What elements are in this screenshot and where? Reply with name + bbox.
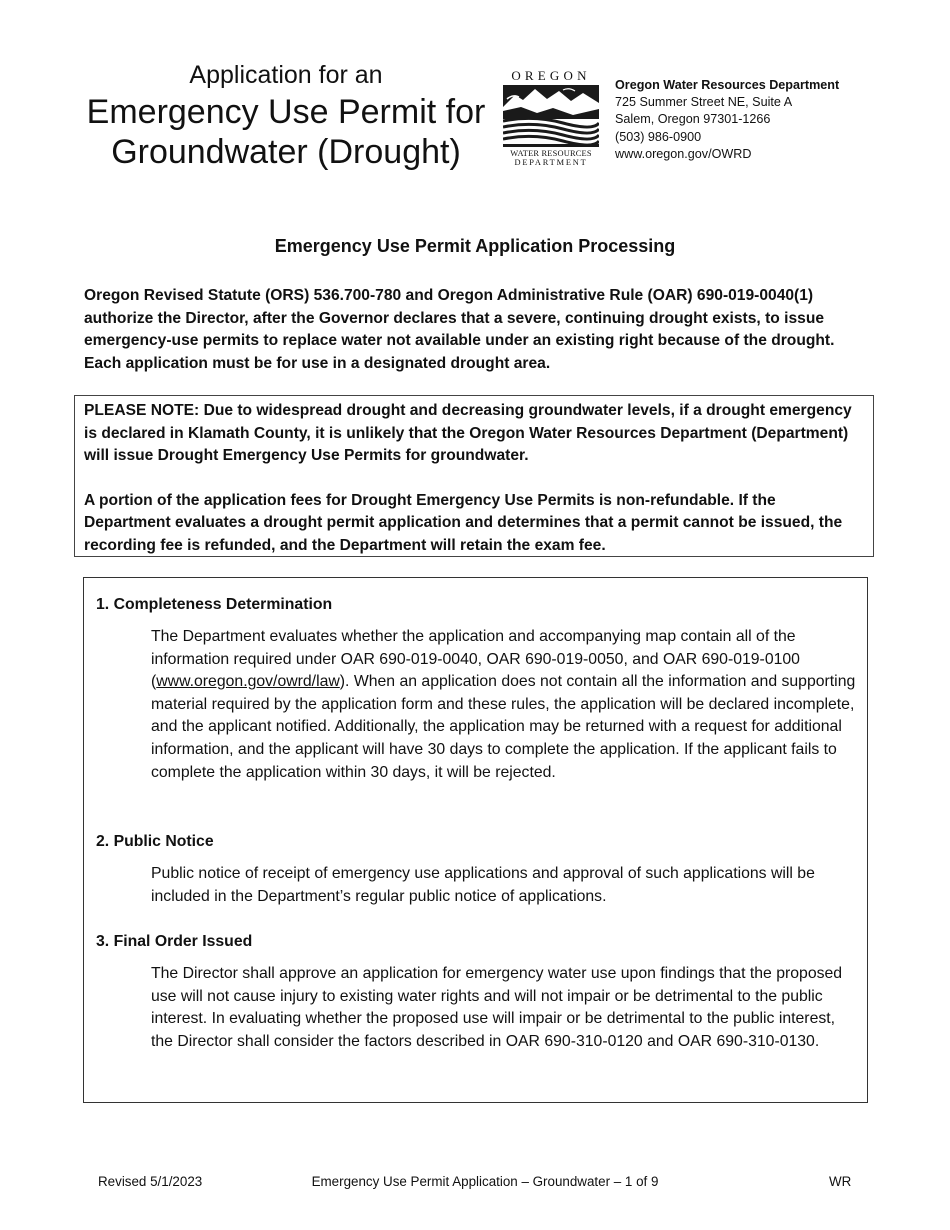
- note-paragraph-1: PLEASE NOTE: Due to widespread drought and decreasing groundwater levels, if a drought emergency is declared in Klamath County, it is unlikely that the Oregon Water Resources Department (Department) will issue Drought Emergency Use Permits for groundwater.: [84, 402, 852, 465]
- owrd-law-link[interactable]: www.oregon.gov/owrd/law: [156, 673, 340, 691]
- footer-revised-date: Revised 5/1/2023: [98, 1174, 203, 1189]
- footer-page-info: Emergency Use Permit Application – Groundwater – 1 of 9: [311, 1174, 659, 1189]
- logo-top-text: OREGON: [511, 68, 591, 83]
- owrd-logo: [500, 68, 602, 167]
- step-1-heading: 1. Completeness Determination: [96, 596, 333, 613]
- step-3-heading: 3. Final Order Issued: [96, 933, 253, 950]
- step-3-body: The Director shall approve an application for emergency water use upon findings that the proposed use will not cause injury to existing water rights and will not impair or be detrimental to the public interest. In evaluating whether the proposed use will impair or be detrimental to the public interest, the Director shall consider the factors described in OAR 690-310-0120 and OAR 690-310-0130.: [151, 965, 843, 1050]
- step-1-text-a: The Department evaluates whether the application and accompanying map contain all of the information required under OAR 690-019-0040, OAR 690-019-0050, and OAR 690-019-0100 (: [151, 628, 800, 691]
- title-line-3: Groundwater (Drought): [111, 133, 461, 171]
- step-2-heading: 2. Public Notice: [96, 833, 214, 850]
- street-address: 725 Summer Street NE, Suite A: [615, 95, 793, 110]
- footer-code: WR: [829, 1174, 852, 1189]
- title-line-1: Application for an: [189, 61, 383, 89]
- note-paragraph-2: A portion of the application fees for Drought Emergency Use Permits is non-refundable. If the Department evaluates a drought permit application and determines that a permit cannot be issued, the recording fee is refunded, and the Department will retain the exam fee.: [84, 491, 843, 554]
- department-address: [615, 77, 915, 163]
- step-1-text-b: ). When an application does not contain all the information and supporting material required by the application form and these rules, the application will be declared incomplete, and the applicant notified. Additionally, the application may be returned with a request for additional information, and the applicant will have 30 days to complete the application. If the applicant fails to complete the application within 30 days, it will be rejected.: [151, 673, 856, 781]
- city-state-zip: Salem, Oregon 97301-1266: [615, 112, 771, 127]
- logo-bottom-text-2: DEPARTMENT: [514, 158, 588, 167]
- document-title: [70, 58, 502, 172]
- website: www.oregon.gov/OWRD: [615, 146, 752, 161]
- title-line-2: Emergency Use Permit for: [86, 93, 486, 131]
- section-heading: Emergency Use Permit Application Processing: [274, 236, 676, 256]
- department-name: Oregon Water Resources Department: [615, 78, 840, 92]
- please-note-box: [74, 395, 874, 557]
- phone-number: (503) 986-0900: [615, 129, 702, 144]
- logo-bottom-text-1: WATER RESOURCES: [510, 149, 592, 158]
- step-1-body: [151, 626, 861, 784]
- step-2-body: Public notice of receipt of emergency use applications and approval of such applications will be included in the Department’s regular public notice of applications.: [151, 865, 815, 905]
- intro-paragraph: Oregon Revised Statute (ORS) 536.700-780 and Oregon Administrative Rule (OAR) 690-019-0040(1) authorize the Director, after the Governor declares that a severe, continuing drought exists, to issue emergency-use permits to replace water not available under an existing right because of the drought. Each application must be for use in a designated drought area.: [84, 287, 835, 372]
- processing-steps-box: [83, 577, 868, 1103]
- mountain-river-icon: [503, 85, 599, 147]
